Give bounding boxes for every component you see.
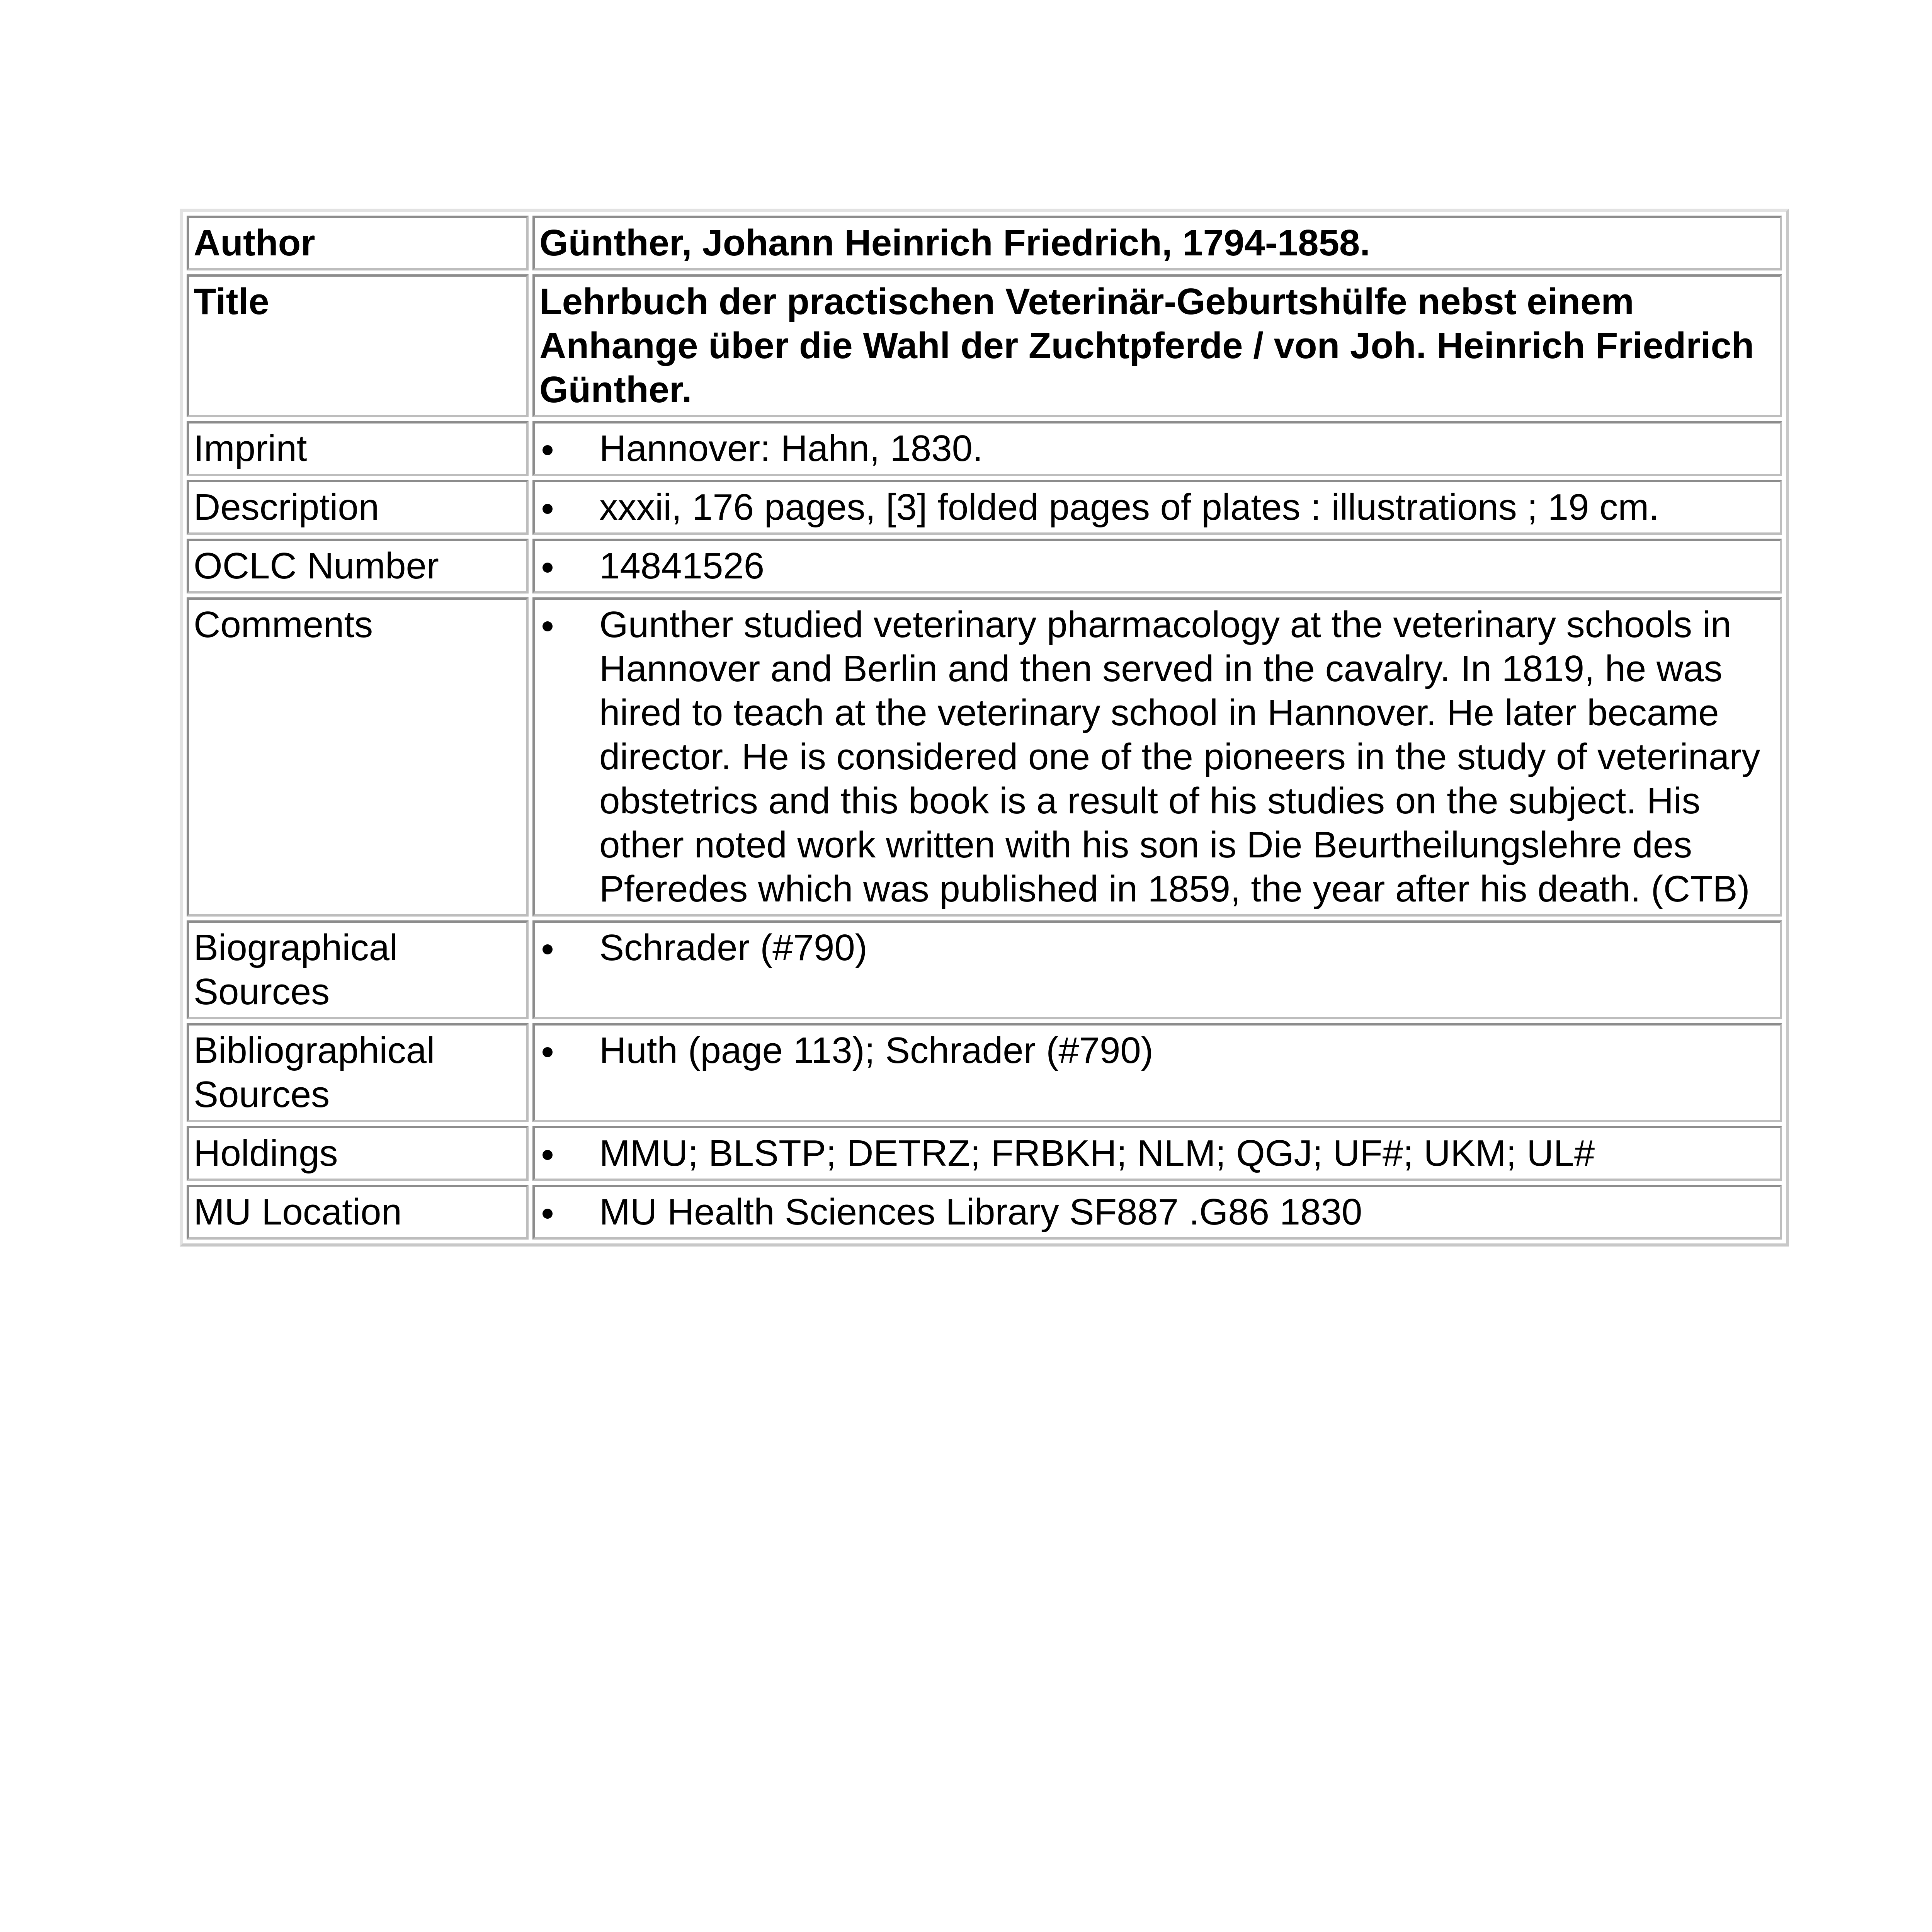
author-label: Author <box>187 216 529 270</box>
imprint-label: Imprint <box>187 421 529 476</box>
comments-row <box>187 597 1782 917</box>
title-value: Lehrbuch der practischen Veterinär-Geburtshülfe nebst einem Anhange über die Wahl der Zuchtpferde / von Joh. Heinrich Friedrich Günther. <box>532 274 1782 417</box>
mu-location-row <box>187 1185 1782 1240</box>
catalog-record-table <box>180 209 1789 1247</box>
comments-label: Comments <box>187 597 529 917</box>
list-item <box>539 603 1775 911</box>
oclc-cell <box>532 539 1782 594</box>
oclc-row <box>187 539 1782 594</box>
oclc-list <box>539 544 1775 588</box>
title-row <box>187 274 1782 417</box>
biographical-sources-list <box>539 926 1775 970</box>
comments-cell <box>532 597 1782 917</box>
bullet-icon <box>543 563 553 573</box>
holdings-cell <box>532 1126 1782 1181</box>
bullet-icon <box>543 1150 553 1160</box>
biographical-sources-row <box>187 920 1782 1019</box>
holdings-value: MMU; BLSTP; DETRZ; FRBKH; NLM; QGJ; UF#; UKM; UL# <box>599 1133 1595 1174</box>
bullet-icon <box>543 944 553 954</box>
bullet-icon <box>543 504 553 514</box>
bullet-icon <box>543 1209 553 1219</box>
description-label: Description <box>187 480 529 535</box>
list-item <box>539 485 1775 529</box>
holdings-label: Holdings <box>187 1126 529 1181</box>
description-value: xxxii, 176 pages, [3] folded pages of plates : illustrations ; 19 cm. <box>599 486 1659 528</box>
mu-location-label: MU Location <box>187 1185 529 1240</box>
biographical-sources-label: Biographical Sources <box>187 920 529 1019</box>
list-item <box>539 1029 1775 1073</box>
biographical-sources-value: Schrader (#790) <box>599 927 867 968</box>
bibliographical-sources-row <box>187 1023 1782 1122</box>
mu-location-cell <box>532 1185 1782 1240</box>
list-item <box>539 427 1775 471</box>
list-item <box>539 544 1775 588</box>
list-item <box>539 926 1775 970</box>
bullet-icon <box>543 621 553 631</box>
imprint-list <box>539 427 1775 471</box>
oclc-label: OCLC Number <box>187 539 529 594</box>
holdings-list <box>539 1131 1775 1175</box>
author-row <box>187 216 1782 270</box>
title-label: Title <box>187 274 529 417</box>
author-value: Günther, Johann Heinrich Friedrich, 1794-1858. <box>532 216 1782 270</box>
bullet-icon <box>543 445 553 455</box>
bibliographical-sources-value: Huth (page 113); Schrader (#790) <box>599 1030 1153 1071</box>
description-row <box>187 480 1782 535</box>
description-list <box>539 485 1775 529</box>
imprint-value: Hannover: Hahn, 1830. <box>599 428 983 469</box>
bibliographical-sources-list <box>539 1029 1775 1073</box>
comments-list <box>539 603 1775 911</box>
description-cell <box>532 480 1782 535</box>
oclc-value: 14841526 <box>599 545 765 587</box>
list-item <box>539 1131 1775 1175</box>
bibliographical-sources-label: Bibliographical Sources <box>187 1023 529 1122</box>
mu-location-value: MU Health Sciences Library SF887 .G86 1830 <box>599 1191 1362 1233</box>
list-item <box>539 1190 1775 1234</box>
holdings-row <box>187 1126 1782 1181</box>
imprint-row <box>187 421 1782 476</box>
bullet-icon <box>543 1047 553 1057</box>
mu-location-list <box>539 1190 1775 1234</box>
comments-value: Gunther studied veterinary pharmacology at the veterinary schools in Hannover and Berlin and then served in the cavalry. In 1819, he was hired to teach at the veterinary school in Hannover. He later became director. He is considered one of the pioneers in the study of veterinary obstetrics and this book is a result of his studies on the subject. His other noted work written with his son is Die Beurtheilungslehre des Pferedes which was published in 1859, the year after his death. (CTB) <box>599 604 1760 910</box>
imprint-cell <box>532 421 1782 476</box>
biographical-sources-cell <box>532 920 1782 1019</box>
bibliographical-sources-cell <box>532 1023 1782 1122</box>
